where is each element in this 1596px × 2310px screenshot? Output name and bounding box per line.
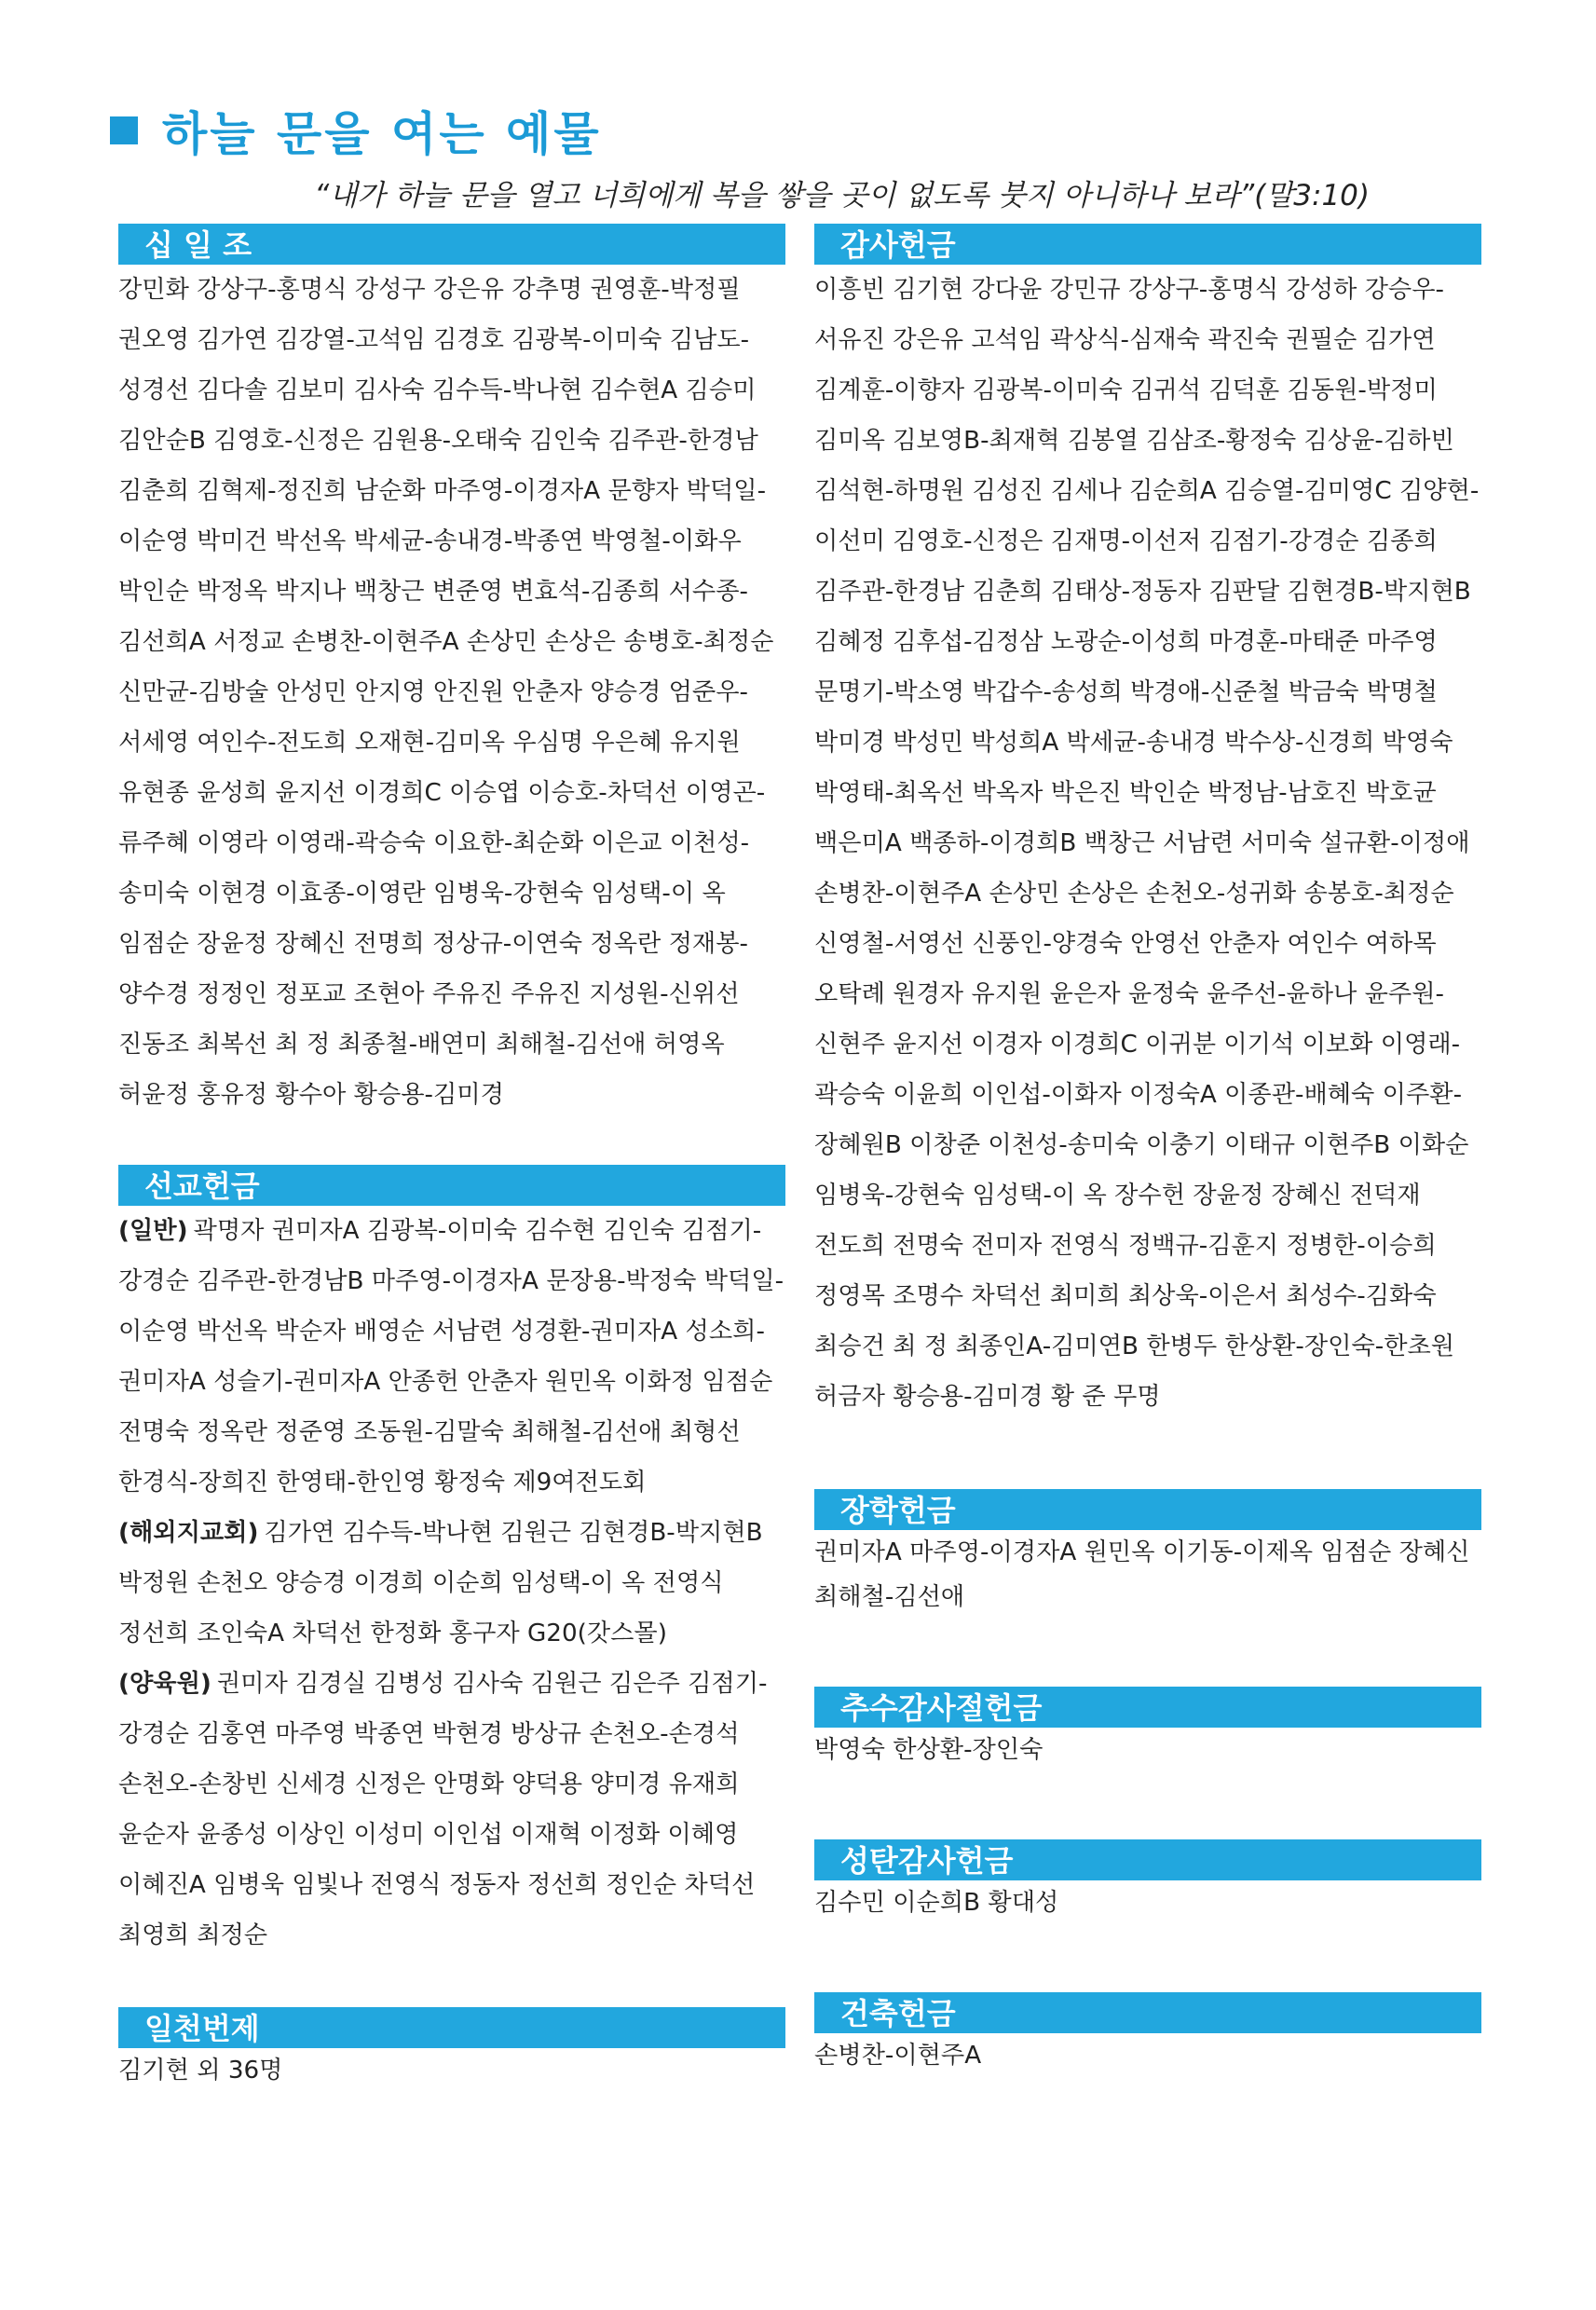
mission-line: 권미자 김경실 김병성 김사숙 김원근 김은주 김점기- (216, 1670, 768, 1698)
name-line: 손병찬-이현주A (814, 2042, 982, 2070)
name-line: 문명기-박소영 박갑수-송성희 박경애-신준철 박금숙 박명철 (814, 678, 1438, 706)
thanks-section (814, 224, 1481, 1422)
building-section (814, 1992, 1481, 2078)
mission-line: 강경순 김홍연 마주영 박종연 박현경 방상규 손천오-손경석 (118, 1720, 740, 1748)
name-line: 신영철-서영선 신풍인-양경숙 안영선 안춘자 여인수 여하목 (814, 930, 1437, 958)
mission-group-label: (해외지교회) (118, 1519, 259, 1547)
name-line: 허윤정 홍유정 황수아 황승용-김미경 (118, 1081, 504, 1109)
title-square-icon (110, 116, 138, 144)
mission-header: 선교헌금 (118, 1165, 785, 1206)
name-line: 신현주 윤지선 이경자 이경희C 이귀분 이기석 이보화 이영래- (814, 1031, 1461, 1059)
name-line: 진동조 최복선 최 정 최종철-배연미 최해철-김선애 허영옥 (118, 1031, 725, 1059)
thousand-header: 일천번제 (118, 2007, 785, 2048)
right-column (814, 224, 1481, 2078)
tithe-header: 십 일 조 (118, 224, 785, 265)
name-line: 송미숙 이현경 이효종-이영란 임병욱-강현숙 임성택-이 옥 (118, 880, 726, 908)
name-line: 유현종 윤성희 윤지선 이경희C 이승엽 이승호-차덕선 이영곤- (118, 779, 766, 807)
name-line: 김수민 이순희B 황대성 (814, 1889, 1059, 1917)
name-line: 오탁례 원경자 유지원 윤은자 윤정숙 윤주선-윤하나 윤주원- (814, 980, 1444, 1008)
building-names (814, 2033, 1481, 2078)
scholarship-names (814, 1530, 1481, 1620)
name-line: 이흥빈 김기현 강다윤 강민규 강상구-홍명식 강성하 강승우- (814, 276, 1444, 304)
mission-line: 전명숙 정옥란 정준영 조동원-김말숙 최해철-김선애 최형선 (118, 1418, 741, 1446)
harvest-header: 추수감사절헌금 (814, 1687, 1481, 1728)
page-title (110, 97, 602, 164)
name-line: 김석현-하명원 김성진 김세나 김순희A 김승열-김미영C 김양현- (814, 477, 1480, 505)
mission-line: 김가연 김수득-박나현 김원근 김현경B-박지현B (264, 1519, 763, 1547)
name-line: 박인순 박정옥 박지나 백창근 변준영 변효석-김종희 서수종- (118, 578, 748, 606)
name-line: 박영숙 한상환-장인숙 (814, 1736, 1044, 1764)
name-line: 김혜정 김후섭-김정삼 노광순-이성희 마경훈-마태준 마주영 (814, 628, 1438, 656)
building-header: 건축헌금 (814, 1992, 1481, 2033)
name-line: 양수경 정정인 정포교 조현아 주유진 주유진 지성원-신위선 (118, 980, 740, 1008)
name-line: 서세영 여인수-전도희 오재현-김미옥 우심명 우은혜 유지원 (118, 729, 741, 757)
name-line: 백은미A 백종하-이경희B 백창근 서남련 서미숙 설규환-이정애 (814, 829, 1470, 857)
christmas-header: 성탄감사헌금 (814, 1839, 1481, 1880)
name-line: 성경선 김다솔 김보미 김사숙 김수득-박나현 김수현A 김승미 (118, 376, 757, 404)
mission-section (118, 1165, 785, 1961)
thousand-section (118, 2007, 785, 2093)
tithe-names (118, 265, 785, 1120)
page-title-text: 하늘 문을 여는 예물 (162, 107, 602, 161)
tithe-section (118, 224, 785, 1120)
name-line: 최해철-김선애 (814, 1583, 965, 1611)
thousand-names (118, 2048, 785, 2093)
mission-line: 이혜진A 임병욱 임빛나 전영식 정동자 정선희 정인순 차덕선 (118, 1871, 756, 1899)
name-line: 임병욱-강현숙 임성택-이 옥 장수헌 장윤정 장혜신 전덕재 (814, 1182, 1421, 1210)
name-line: 김계훈-이향자 김광복-이미숙 김귀석 김덕훈 김동원-박정미 (814, 376, 1438, 404)
harvest-names (814, 1728, 1481, 1772)
thanks-header: 감사헌금 (814, 224, 1481, 265)
name-line: 이선미 김영호-신정은 김재명-이선저 김점기-강경순 김종희 (814, 527, 1438, 555)
name-line: 정영목 조명수 차덕선 최미희 최상욱-이은서 최성수-김화숙 (814, 1282, 1437, 1310)
mission-line: 정선희 조인숙A 차덕선 한정화 홍구자 G20(갓스몰) (118, 1620, 667, 1647)
scholarship-section (814, 1489, 1481, 1620)
mission-names (118, 1206, 785, 1961)
name-line: 허금자 황승용-김미경 황 준 무명 (814, 1383, 1161, 1411)
mission-line: 최영희 최정순 (118, 1921, 268, 1949)
verse-quote: “내가 하늘 문을 열고 너희에게 복을 쌓을 곳이 없도록 붓지 아니하나 보라”(말3:10) (314, 179, 1370, 212)
mission-line: 권미자A 성슬기-권미자A 안종헌 안춘자 원민옥 이화정 임점순 (118, 1368, 773, 1396)
name-line: 장혜원B 이창준 이천성-송미숙 이충기 이태규 이현주B 이화순 (814, 1131, 1469, 1159)
name-line: 권미자A 마주영-이경자A 원민옥 이기동-이제옥 임점순 장혜신 (814, 1538, 1470, 1566)
name-line: 이순영 박미건 박선옥 박세균-송내경-박종연 박영철-이화우 (118, 527, 742, 555)
harvest-section (814, 1687, 1481, 1772)
name-line: 김미옥 김보영B-최재혁 김봉열 김삼조-황정숙 김상윤-김하빈 (814, 427, 1454, 455)
name-line: 김주관-한경남 김춘희 김태상-정동자 김판달 김현경B-박지현B (814, 578, 1471, 606)
name-line: 김선희A 서정교 손병찬-이현주A 손상민 손상은 송병호-최정순 (118, 628, 774, 656)
mission-line: 곽명자 권미자A 김광복-이미숙 김수현 김인숙 김점기- (193, 1217, 762, 1245)
name-line: 김춘희 김혁제-정진희 남순화 마주영-이경자A 문향자 박덕일- (118, 477, 767, 505)
mission-line: 손천오-손창빈 신세경 신정은 안명화 양덕용 양미경 유재희 (118, 1770, 740, 1798)
mission-line: 윤순자 윤종성 이상인 이성미 이인섭 이재혁 이정화 이혜영 (118, 1821, 739, 1849)
name-line: 최승건 최 정 최종인A-김미연B 한병두 한상환-장인숙-한초원 (814, 1333, 1455, 1360)
name-line: 신만균-김방술 안성민 안지영 안진원 안춘자 양승경 엄준우- (118, 678, 748, 706)
mission-group-label: (일반) (118, 1217, 188, 1245)
name-line: 서유진 강은유 고석임 곽상식-심재숙 곽진숙 권필순 김가연 (814, 326, 1436, 354)
name-line: 류주혜 이영라 이영래-곽승숙 이요한-최순화 이은교 이천성- (118, 829, 750, 857)
name-line: 임점순 장윤정 장혜신 전명희 정상규-이연숙 정옥란 정재봉- (118, 930, 748, 958)
name-line: 곽승숙 이윤희 이인섭-이화자 이정숙A 이종관-배혜숙 이주환- (814, 1081, 1463, 1109)
scholarship-header: 장학헌금 (814, 1489, 1481, 1530)
name-line: 김안순B 김영호-신정은 김원용-오태숙 김인숙 김주관-한경남 (118, 427, 758, 455)
name-line: 전도희 전명숙 전미자 전영식 정백규-김훈지 정병한-이승희 (814, 1232, 1437, 1260)
name-line: 박영태-최옥선 박옥자 박은진 박인순 박정남-남호진 박호균 (814, 779, 1437, 807)
name-line: 김기현 외 36명 (118, 2057, 283, 2084)
mission-line: 한경식-장희진 한영태-한인영 황정숙 제9여전도회 (118, 1469, 647, 1497)
left-column (118, 224, 785, 2093)
thanks-names (814, 265, 1481, 1422)
name-line: 권오영 김가연 김강열-고석임 김경호 김광복-이미숙 김남도- (118, 326, 750, 354)
name-line: 강민화 강상구-홍명식 강성구 강은유 강추명 권영훈-박정필 (118, 276, 741, 304)
mission-group-label: (양육원) (118, 1670, 211, 1698)
name-line: 박미경 박성민 박성희A 박세균-송내경 박수상-신경희 박영숙 (814, 729, 1453, 757)
christmas-names (814, 1880, 1481, 1925)
mission-line: 이순영 박선옥 박순자 배영순 서남련 성경환-권미자A 성소희- (118, 1318, 765, 1346)
name-line: 손병찬-이현주A 손상민 손상은 손천오-성귀화 송봉호-최정순 (814, 880, 1454, 908)
mission-line: 강경순 김주관-한경남B 마주영-이경자A 문장용-박정숙 박덕일- (118, 1267, 784, 1295)
christmas-section (814, 1839, 1481, 1925)
mission-line: 박정원 손천오 양승경 이경희 이순희 임성택-이 옥 전영식 (118, 1569, 724, 1597)
